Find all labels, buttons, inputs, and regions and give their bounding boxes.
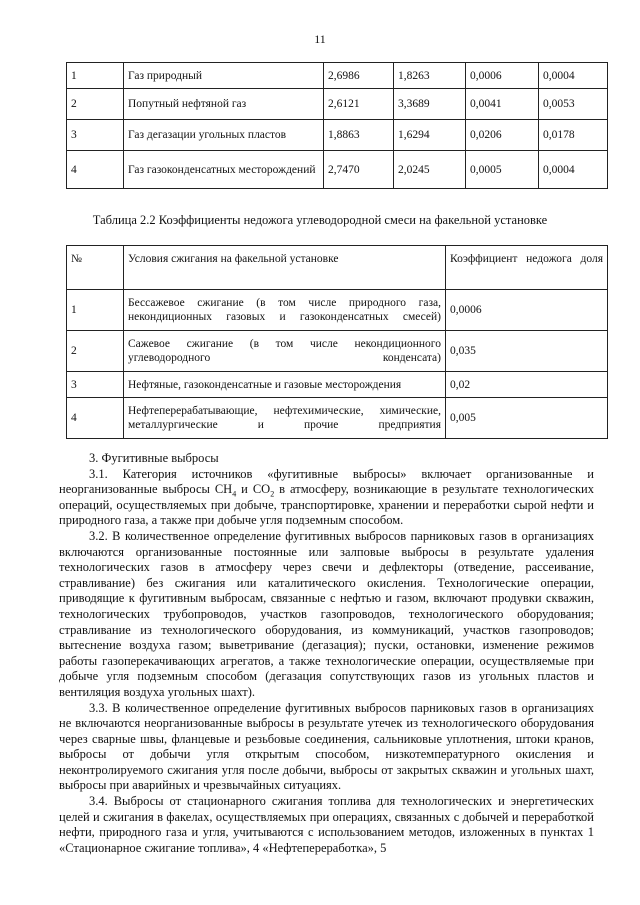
table-cell: 0,0178 [539,120,608,151]
table-cell: 0,0041 [466,89,539,120]
table-cell: 1,8863 [324,120,394,151]
row-number: 3 [67,372,124,398]
gas-name: Попутный нефтяной газ [124,89,324,120]
row-number: 4 [67,151,124,189]
coefficient-value: 0,0006 [446,290,608,331]
coefficient-value: 0,02 [446,372,608,398]
table-cell: 2,7470 [324,151,394,189]
table-cell: 1,6294 [394,120,466,151]
section-heading: 3. Фугитивные выбросы [89,451,219,465]
table-cell: 0,0004 [539,63,608,89]
gas-name: Газ газоконденсатных месторождений [124,151,324,189]
table-cell: 2,6121 [324,89,394,120]
row-number: 2 [67,89,124,120]
table-header-row [67,246,608,290]
header-coefficient: Коэффициент недожога доля [446,246,608,290]
table-cell: 2,6986 [324,63,394,89]
row-number: 1 [67,290,124,331]
table-cell: 3,3689 [394,89,466,120]
table-cell: 2,0245 [394,151,466,189]
table-cell: 0,0004 [539,151,608,189]
header-conditions: Условия сжигания на факельной установке [124,246,446,290]
table-row [67,89,608,120]
gas-name: Газ природный [124,63,324,89]
table-row [67,372,608,398]
table-cell: 0,0005 [466,151,539,189]
table-row [67,331,608,372]
gas-properties-table [66,62,608,189]
paragraph-3-1: 3.1. Категория источников «фугитивные выбросы» включает организованные и неорганизованные выбросы $CH_4$ и $CO_2$ в атмосферу, возникающие в результате технологических операций, осуществляемых при добыче, транспортировке, хранении и переработки сырой нефти и природного газа, а также при добыче угля подземным способом. [59,466,594,528]
table-cell: 0,0006 [466,63,539,89]
document-body [59,451,594,856]
table-row [67,290,608,331]
underburning-coefficients-table [66,245,608,439]
table-row [67,398,608,439]
table-cell: 0,0206 [466,120,539,151]
condition-text: Нефтяные, газоконденсатные и газовые месторождения [124,372,446,398]
page-number: 11 [314,32,326,46]
paragraph-3-2: 3.2. В количественное определение фугитивных выбросов парниковых газов в организациях включаются организованные постоянные или залповые выбросы в результате удаления технологических газов в атмосферу через свечи и дефлекторы (отведение, рассеивание, стравливание) без сжигания или каталитического окисления. Технологические операции, приводящие к фугитивным выбросам, связанные с нефтью и газом, включают продувки скважин, технологических трубопроводов, участков газопроводов, технологического оборудования; стравливание из технологического оборудования, из коммуникаций, участков газопроводов; вытеснение воздуха газом; выветривание (дегазация); пуски, остановки, изменение режимов работы газоперекачивающих агрегатов, а также технологические операции, осуществляемые при добыче угля подземным способом (дегазация сопутствующих газов из угольных пластов и вентиляция воздуха угольных шахт). [59,528,594,699]
gas-name: Газ дегазации угольных пластов [124,120,324,151]
row-number: 1 [67,63,124,89]
table-row [67,120,608,151]
paragraph-3-4: 3.4. Выбросы от стационарного сжигания топлива для технологических и энергетических целей и сжигания в факелах, осуществляемых при операциях, связанных с добычей и переработкой нефти, природного газа и угля, учитываются с использованием методов, изложенных в пунктах 1 «Стационарное сжигание топлива», 4 «Нефтепереработка», 5 [59,794,594,855]
table-caption: Таблица 2.2 Коэффициенты недожога углеводородной смеси на факельной установке [92,213,548,227]
condition-text: Сажевое сжигание (в том числе некондиционного углеводородного конденсата) [124,331,446,372]
condition-text: Бессажевое сжигание (в том числе природного газа, некондиционных газовых и газоконденсатных смесей) [124,290,446,331]
coefficient-value: 0,035 [446,331,608,372]
table-row [67,151,608,189]
condition-text: Нефтеперерабатывающие, нефтехимические, химические, металлургические и прочие предприятия [124,398,446,439]
row-number: 2 [67,331,124,372]
table-cell: 0,0053 [539,89,608,120]
table-cell: 1,8263 [394,63,466,89]
row-number: 3 [67,120,124,151]
table-row [67,63,608,89]
coefficient-value: 0,005 [446,398,608,439]
paragraph-3-3: 3.3. В количественное определение фугитивных выбросов парниковых газов в организациях не включаются неорганизованные выбросы в результате утечек из технологического оборудования через сварные швы, фланцевые и резьбовые соединения, сальниковые уплотнения, штоки кранов, выбросы от добычи угля открытым способом, низкотемпературного окисления и неконтролируемого сжигания угля после добычи, выбросы от закрытых скважин и угольных шахт, выбросы при аварийных и чрезвычайных ситуациях. [59,700,594,793]
row-number: 4 [67,398,124,439]
header-number: № [67,246,124,290]
